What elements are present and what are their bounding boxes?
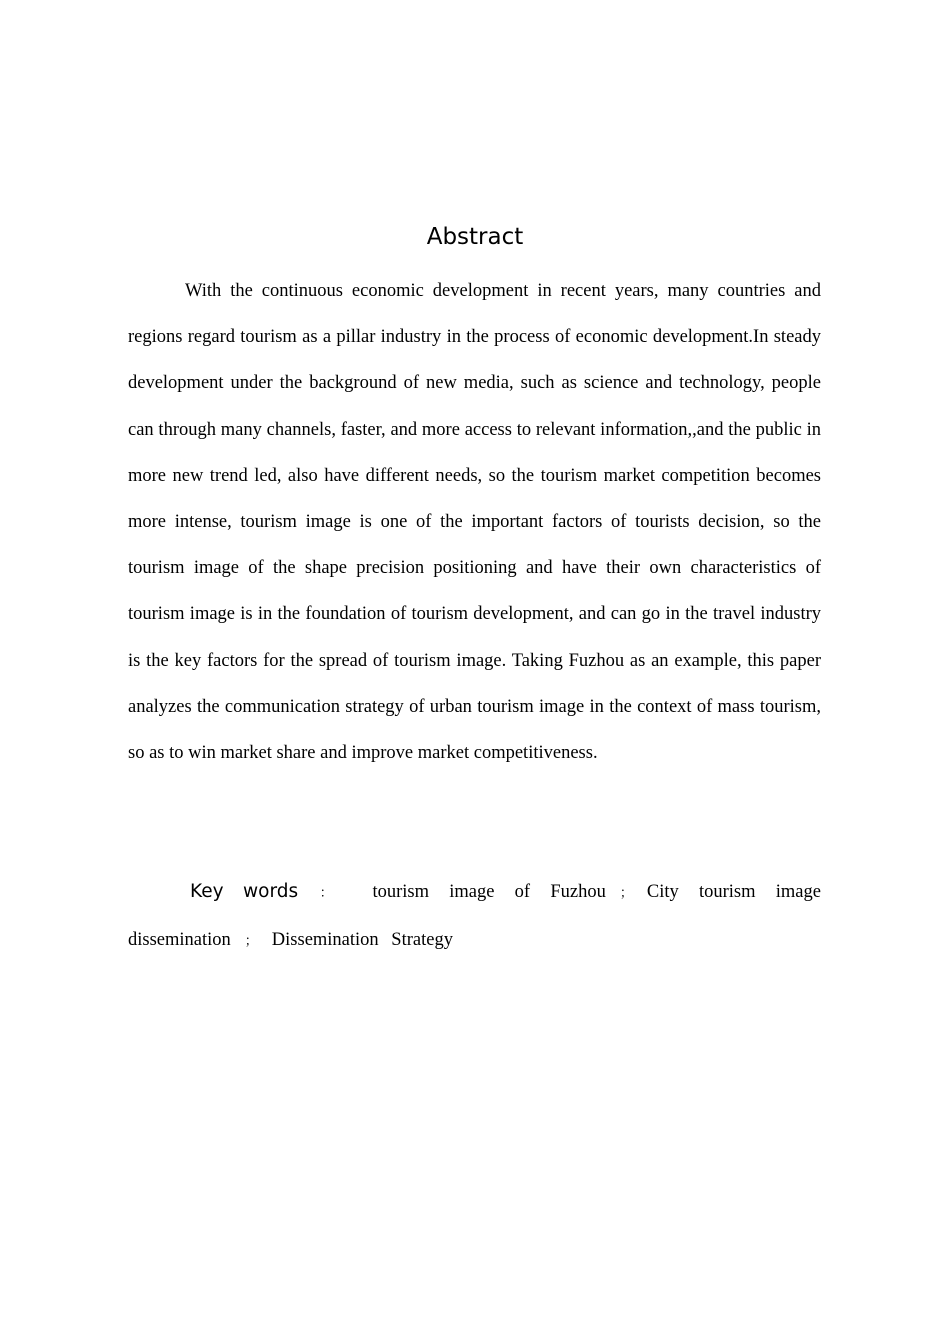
keyword-separator: ； [619, 886, 633, 901]
keyword-item: Dissemination Strategy [271, 930, 453, 951]
keyword-item: tourism image of Fuzhou [372, 882, 606, 902]
abstract-title: Abstract [426, 224, 524, 250]
abstract-body: With the continuous economic development in recent years, many countries and regions regard tourism as a pillar industry in the process of economic development.In steady development under the background of new media, such as science and technology, people can through many channels, faster, and more access to relevant information,,and the public in more new trend led, also have different needs, so the tourism market competition becomes more intense, tourism image is one of the important factors of tourists decision, so the tourism image of the shape precision positioning and have their own characteristics of tourism image is in the foundation of tourism development, and can go in the travel industry is the key factors for the spread of tourism image. Taking Fuzhou as an example, this paper analyzes the communication strategy of urban tourism image in the context of mass tourism, so as to win market share and improve market competitiveness. [128, 281, 821, 764]
keywords-label: Key words [190, 881, 299, 902]
keyword-item: City tourism image dissemination [128, 882, 821, 951]
keywords-paragraph [128, 869, 821, 965]
keyword-separator: ； [244, 934, 258, 950]
keywords-label-colon: ： [312, 886, 341, 901]
